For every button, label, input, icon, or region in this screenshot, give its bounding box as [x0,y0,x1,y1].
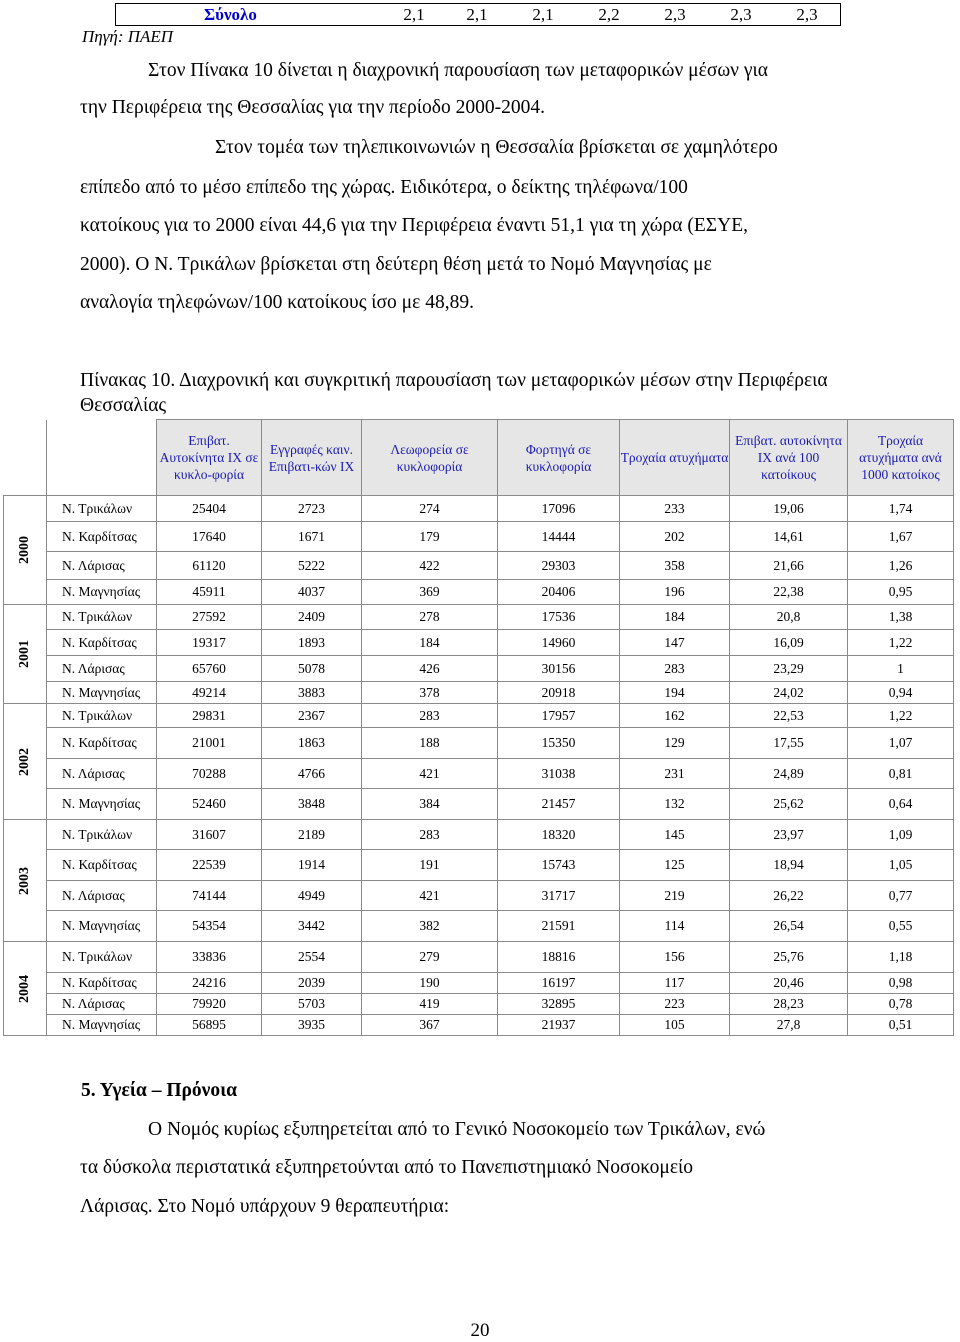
value-cell: 219 [620,881,730,911]
value-cell: 369 [362,580,498,605]
value-cell: 145 [620,820,730,850]
summary-value: 2,1 [466,4,488,24]
value-cell: 29303 [498,552,620,580]
value-cell: 4766 [262,759,362,789]
table-row [4,496,954,522]
year-label: 2003 [17,866,32,895]
summary-value: 2,3 [664,4,686,24]
value-cell: 358 [620,552,730,580]
value-cell: 1,05 [848,850,954,881]
paragraph-line: 2000). Ο Ν. Τρικάλων βρίσκεται στη δεύτερη θέση μετά το Νομό Μαγνησίας με [80,254,712,275]
value-cell: 17957 [498,704,620,728]
value-cell: 15350 [498,728,620,759]
header-cell: Φορτηγά σε κυκλοφορία [498,420,620,496]
summary-row [115,3,841,26]
value-cell: 2039 [262,973,362,994]
table-row [4,630,954,656]
value-cell: 184 [362,630,498,656]
paragraph-line: Λάρισας. Στο Νομό υπάρχουν 9 θεραπευτήρια: [80,1196,450,1217]
region-cell: Ν. Λάρισας [47,881,157,911]
value-cell: 279 [362,942,498,973]
value-cell: 191 [362,850,498,881]
value-cell: 184 [620,605,730,630]
value-cell: 3883 [262,682,362,704]
region-cell: Ν. Καρδίτσας [47,630,157,656]
year-cell [4,820,47,942]
value-cell: 0,51 [848,1015,954,1036]
value-cell: 16,09 [730,630,848,656]
value-cell: 3848 [262,789,362,820]
value-cell: 18,94 [730,850,848,881]
header-corner [47,420,157,496]
header-cell: Λεωφορεία σε κυκλοφορία [362,420,498,496]
year-label: 2000 [17,536,32,564]
page-number: 20 [470,1320,490,1341]
value-cell: 24,02 [730,682,848,704]
value-cell: 233 [620,496,730,522]
region-cell: Ν. Καρδίτσας [47,850,157,881]
value-cell: 21591 [498,911,620,942]
value-cell: 20918 [498,682,620,704]
value-cell: 32895 [498,994,620,1015]
value-cell: 21457 [498,789,620,820]
value-cell: 54354 [157,911,262,942]
value-cell: 19317 [157,630,262,656]
value-cell: 25404 [157,496,262,522]
value-cell: 2554 [262,942,362,973]
paragraph-line: Ο Νομός κυρίως εξυπηρετείται από το Γενικό Νοσοκομείο των Τρικάλων, ενώ [148,1119,766,1140]
table-row [4,580,954,605]
value-cell: 20,46 [730,973,848,994]
value-cell: 27592 [157,605,262,630]
summary-value: 2,3 [730,4,752,24]
value-cell: 0,98 [848,973,954,994]
summary-value: 2,1 [532,4,554,24]
region-cell: Ν. Μαγνησίας [47,789,157,820]
value-cell: 26,22 [730,881,848,911]
value-cell: 1,26 [848,552,954,580]
value-cell: 24216 [157,973,262,994]
value-cell: 2189 [262,820,362,850]
value-cell: 28,23 [730,994,848,1015]
value-cell: 21001 [157,728,262,759]
value-cell: 194 [620,682,730,704]
value-cell: 162 [620,704,730,728]
paragraph-line: κατοίκους για το 2000 είναι 44,6 για την Περιφέρεια έναντι 51,1 για τη χώρα (ΕΣΥΕ, [80,215,748,236]
transport-table [3,419,954,1036]
region-cell: Ν. Τρικάλων [47,942,157,973]
value-cell: 4037 [262,580,362,605]
value-cell: 22,38 [730,580,848,605]
region-cell: Ν. Λάρισας [47,552,157,580]
value-cell: 179 [362,522,498,552]
region-cell: Ν. Τρικάλων [47,704,157,728]
value-cell: 49214 [157,682,262,704]
value-cell: 147 [620,630,730,656]
value-cell: 1 [848,656,954,682]
paragraph-line-text: επίπεδο από το μέσο επίπεδο της χώρας. Ειδικότερα, ο δείκτης τηλέφωνα/100 [80,177,688,198]
value-cell: 188 [362,728,498,759]
value-cell: 105 [620,1015,730,1036]
value-cell: 30156 [498,656,620,682]
table-row [4,759,954,789]
paragraph-line: την Περιφέρεια της Θεσσαλίας για την περίοδο 2000-2004. [80,97,545,118]
value-cell: 20,8 [730,605,848,630]
region-cell: Ν. Λάρισας [47,994,157,1015]
value-cell: 0,94 [848,682,954,704]
value-cell: 5703 [262,994,362,1015]
value-cell: 1,07 [848,728,954,759]
value-cell: 0,64 [848,789,954,820]
region-cell: Ν. Μαγνησίας [47,911,157,942]
value-cell: 283 [620,656,730,682]
value-cell: 31717 [498,881,620,911]
table-row [4,881,954,911]
value-cell: 1,09 [848,820,954,850]
year-cell [4,942,47,1036]
value-cell: 1,18 [848,942,954,973]
value-cell: 190 [362,973,498,994]
value-cell: 23,29 [730,656,848,682]
value-cell: 65760 [157,656,262,682]
value-cell: 2409 [262,605,362,630]
region-cell: Ν. Καρδίτσας [47,728,157,759]
value-cell: 14960 [498,630,620,656]
value-cell: 367 [362,1015,498,1036]
table-row [4,728,954,759]
table-row [4,522,954,552]
value-cell: 283 [362,820,498,850]
value-cell: 70288 [157,759,262,789]
region-cell: Ν. Τρικάλων [47,496,157,522]
value-cell: 0,77 [848,881,954,911]
value-cell: 5222 [262,552,362,580]
header-cell: Επιβατ. Αυτοκίνητα ΙΧ σε κυκλο-φορία [157,420,262,496]
value-cell: 125 [620,850,730,881]
value-cell: 0,55 [848,911,954,942]
section-heading: 5. Υγεία – Πρόνοια [81,1080,238,1101]
value-cell: 56895 [157,1015,262,1036]
value-cell: 14444 [498,522,620,552]
table-row [4,973,954,994]
table-row [4,682,954,704]
value-cell: 0,81 [848,759,954,789]
value-cell: 21937 [498,1015,620,1036]
value-cell: 421 [362,759,498,789]
value-cell: 17536 [498,605,620,630]
paragraph-line: αναλογία τηλεφώνων/100 κατοίκους ίσο με 48,89. [80,292,474,313]
value-cell: 382 [362,911,498,942]
value-cell: 27,8 [730,1015,848,1036]
value-cell: 17640 [157,522,262,552]
value-cell: 132 [620,789,730,820]
value-cell: 1,67 [848,522,954,552]
summary-value: 2,3 [796,4,818,24]
value-cell: 117 [620,973,730,994]
summary-value: 2,1 [403,4,425,24]
value-cell: 2723 [262,496,362,522]
source-note: Πηγή: ΠΑΕΠ [82,27,174,46]
header-cell: Τροχαία ατυχήματα ανά 1000 κατοίκος [848,420,954,496]
value-cell: 196 [620,580,730,605]
header-corner [4,420,47,496]
value-cell: 24,89 [730,759,848,789]
value-cell: 5078 [262,656,362,682]
value-cell: 1914 [262,850,362,881]
value-cell: 18320 [498,820,620,850]
value-cell: 1,74 [848,496,954,522]
summary-label: Σύνολο [204,4,257,24]
header-cell: Επιβατ. αυτοκίνητα ΙΧ ανά 100 κατοίκους [730,420,848,496]
value-cell: 4949 [262,881,362,911]
table-row [4,850,954,881]
value-cell: 2367 [262,704,362,728]
value-cell: 22539 [157,850,262,881]
table-row [4,820,954,850]
region-cell: Ν. Λάρισας [47,759,157,789]
value-cell: 14,61 [730,522,848,552]
year-label: 2004 [17,974,32,1003]
paragraph-line: Στον Πίνακα 10 δίνεται η διαχρονική παρουσίαση των μεταφορικών μέσων για [148,60,768,81]
year-label: 2002 [17,747,32,776]
region-cell: Ν. Τρικάλων [47,605,157,630]
value-cell: 61120 [157,552,262,580]
region-cell: Ν. Μαγνησίας [47,1015,157,1036]
value-cell: 52460 [157,789,262,820]
region-cell: Ν. Μαγνησίας [47,580,157,605]
value-cell: 20406 [498,580,620,605]
value-cell: 129 [620,728,730,759]
value-cell: 274 [362,496,498,522]
value-cell: 3442 [262,911,362,942]
region-cell: Ν. Καρδίτσας [47,973,157,994]
value-cell: 1,38 [848,605,954,630]
summary-value: 2,2 [598,4,620,24]
paragraph-line [80,176,872,200]
header-cell: Εγγραφές καιν. Επιβατι-κών ΙΧ [262,420,362,496]
value-cell: 17096 [498,496,620,522]
table-row [4,911,954,942]
region-cell: Ν. Τρικάλων [47,820,157,850]
region-cell: Ν. Μαγνησίας [47,682,157,704]
table-caption: Πίνακας 10. Διαχρονική και συγκριτική παρουσίαση των μεταφορικών μέσων στην Περιφέρεια Θεσσαλίας [80,370,828,416]
value-cell: 45911 [157,580,262,605]
value-cell: 74144 [157,881,262,911]
value-cell: 31038 [498,759,620,789]
table-header-row [4,420,954,496]
year-cell [4,605,47,704]
region-cell: Ν. Λάρισας [47,656,157,682]
value-cell: 278 [362,605,498,630]
value-cell: 25,76 [730,942,848,973]
header-cell: Τροχαία ατυχήματα [620,420,730,496]
region-cell: Ν. Καρδίτσας [47,522,157,552]
value-cell: 16197 [498,973,620,994]
value-cell: 18816 [498,942,620,973]
table-row [4,704,954,728]
table-row [4,605,954,630]
value-cell: 202 [620,522,730,552]
value-cell: 1671 [262,522,362,552]
value-cell: 426 [362,656,498,682]
value-cell: 33836 [157,942,262,973]
value-cell: 1863 [262,728,362,759]
table-row [4,656,954,682]
value-cell: 3935 [262,1015,362,1036]
value-cell: 22,53 [730,704,848,728]
year-cell [4,704,47,820]
value-cell: 0,78 [848,994,954,1015]
value-cell: 21,66 [730,552,848,580]
table-row [4,1015,954,1036]
paragraph-line: Στον τομέα των τηλεπικοινωνιών η Θεσσαλία βρίσκεται σε χαμηλότερο [215,137,778,158]
value-cell: 223 [620,994,730,1015]
value-cell: 283 [362,704,498,728]
table-row [4,789,954,820]
value-cell: 79920 [157,994,262,1015]
value-cell: 23,97 [730,820,848,850]
paragraph-line [80,1156,872,1180]
value-cell: 422 [362,552,498,580]
value-cell: 384 [362,789,498,820]
value-cell: 156 [620,942,730,973]
year-cell [4,496,47,605]
value-cell: 0,95 [848,580,954,605]
value-cell: 25,62 [730,789,848,820]
value-cell: 419 [362,994,498,1015]
value-cell: 378 [362,682,498,704]
value-cell: 1,22 [848,630,954,656]
value-cell: 1,22 [848,704,954,728]
table-row [4,994,954,1015]
value-cell: 29831 [157,704,262,728]
value-cell: 1893 [262,630,362,656]
value-cell: 114 [620,911,730,942]
value-cell: 31607 [157,820,262,850]
value-cell: 421 [362,881,498,911]
value-cell: 15743 [498,850,620,881]
paragraph-line-text: τα δύσκολα περιστατικά εξυπηρετούνται από το Πανεπιστημιακό Νοσοκομείο [80,1157,694,1178]
table-row [4,552,954,580]
value-cell: 231 [620,759,730,789]
value-cell: 17,55 [730,728,848,759]
value-cell: 19,06 [730,496,848,522]
table-row [4,942,954,973]
year-label: 2001 [17,640,32,668]
value-cell: 26,54 [730,911,848,942]
table-body [4,496,954,1036]
